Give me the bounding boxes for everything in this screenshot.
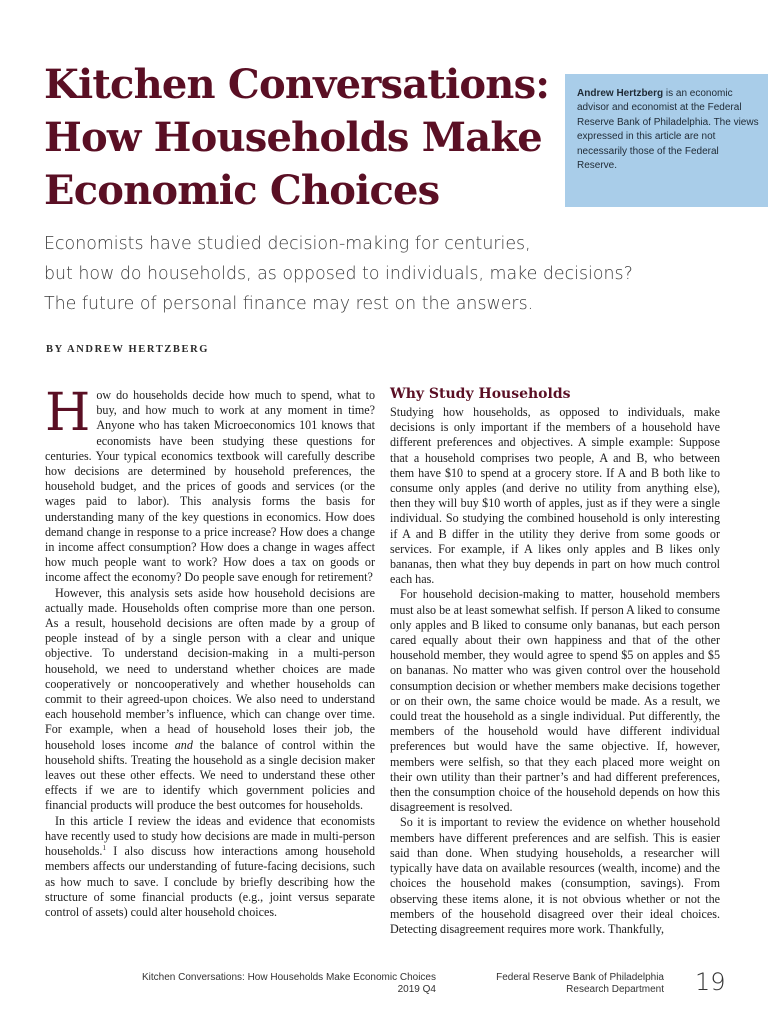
right-paragraph-1: Studying how households, as opposed to individuals, make decisions is only important if the members of a household have different preferences and objectives. A simple example: Suppose that a household comprises two people, A and B, who between them have $10 to spend at a grocery store. If A and B both like to consume only apples (and derive no utility from anything else), then they will buy $10 worth of apples, just as if they were a single individual. So studying the combined household is only interesting if A and B differ in the utility they derive from some goods or services. For example, if A likes only apples and B likes only bananas, then what they buy depends in part on how much control each has. <box>390 405 720 587</box>
footer-article-info <box>100 972 436 996</box>
right-paragraph-3: So it is important to review the evidence on whether household members have different preferences and are selfish. This is easier said than done. When studying households, a researcher will typically have data on available resources (wealth, income) and the choices the household makes (consumption, savings). From observing these items alone, it is not obvious whether or not the members of the household disagreed over their ideal choices. Detecting disagreement requires more work. Thankfully, <box>390 815 720 936</box>
footer-article-title: Kitchen Conversations: How Households Make Economic Choices <box>141 972 436 983</box>
dek-line-2: but how do households, as opposed to individuals, make decisions? <box>44 264 633 284</box>
left-column <box>45 383 375 920</box>
section-heading-why-study-households: Why Study Households <box>390 386 571 402</box>
footer-issue: 2019 Q4 <box>397 984 436 995</box>
byline: BY ANDREW HERTZBERG <box>46 344 210 355</box>
title-line-2: How Households Make <box>44 114 542 161</box>
title-line-1: Kitchen Conversations: <box>44 61 550 108</box>
footer-dept: Research Department <box>566 984 664 995</box>
author-bio-box <box>565 74 768 207</box>
dek-line-1: Economists have studied decision-making for centuries, <box>44 234 531 254</box>
article-dek <box>44 229 734 319</box>
article-title <box>44 58 564 217</box>
paragraph-2-text-a: However, this analysis sets aside how household decisions are actually made. Households often comprise more than one person. As a result, household decisions are often made by a group of people instead of by a single person with a clear and unique objective. To understand decision-making in a multi-person household, we need to understand whether choices are made cooperatively or noncooperatively and whether households can commit to their agreed-upon choices. We also need to understand each household member’s influence, which can change over time. For example, when a head of household loses their job, the household loses income <box>45 585 375 752</box>
author-bio-text: is an economic advisor and economist at the Federal Reserve Bank of Philadelphia. The views expressed in this article are not necessarily those of the Federal Reserve. <box>577 88 759 172</box>
drop-cap: H <box>45 383 91 443</box>
paragraph-3-text-b: I also discuss how interactions among household members affects our understanding of future-facing decisions, such as how much to save. I conclude by briefly describing how the structure of some financial products (e.g., joint versus separate control of assets) could alter household choices. <box>45 844 375 919</box>
author-bio-name: Andrew Hertzberg <box>577 88 664 99</box>
paragraph-2 <box>45 586 375 814</box>
footnote-ref-1[interactable]: 1 <box>102 844 106 853</box>
title-line-3: Economic Choices <box>44 167 440 214</box>
footer-org-info <box>450 972 664 996</box>
footer-org: Federal Reserve Bank of Philadelphia <box>496 972 664 983</box>
paragraph-3 <box>45 814 375 920</box>
paragraph-2-text-b: the balance of control within the household shifts. Treating the household as a single decision maker leaves out these other effects. We need to understand these other effects if we are to identify which government policies and financial products will produce the best outcomes for households. <box>45 737 375 813</box>
dek-line-3: The future of personal finance may rest on the answers. <box>44 294 534 314</box>
right-column <box>390 386 720 937</box>
emphasis-and: and <box>174 737 193 752</box>
intro-paragraph-text: ow do households decide how much to spend, what to buy, and how much to work at any moment in time? Anyone who has taken Microeconomics 101 knows that economists have been studying these questions for centuries. Your typical economics textbook will carefully describe how decisions are determined by household preferences, the household budget, and the prices of goods and services (or the wages paid to labor). This analysis forms the basis for understanding many of the key questions in economics. How does demand change in response to a price increase? How does a change in income affect consumption? How does a change in wages affect how much people want to work? How does a tax on goods or income affect the economy? Do people save enough for retirement? <box>45 388 375 585</box>
paragraph-3-text-a: In this article I review the ideas and evidence that economists have recently used to study how decisions are made in multi-person households. <box>45 813 375 859</box>
page-number: 19 <box>695 968 726 996</box>
right-paragraph-2: For household decision-making to matter, household members must also be at least somewhat selfish. If person A liked to consume only apples and B liked to consume only bananas, but each person cared equally about their own happiness and that of the other household member, they would agree to spend $5 on apples and $5 on bananas. No matter who was given control over the household consumption decision or whether members make decisions together or on their own, the same choice would be made. As a result, we could treat the household as a single individual. Put differently, the members of the household would have different individual preferences but would have the same objective. If, however, members were selfish, so that they each placed more weight on their own utility than their partner’s and had different preferences, then the consumption choice of the household depends on how this disagreement is resolved. <box>390 587 720 815</box>
intro-paragraph <box>45 383 375 586</box>
